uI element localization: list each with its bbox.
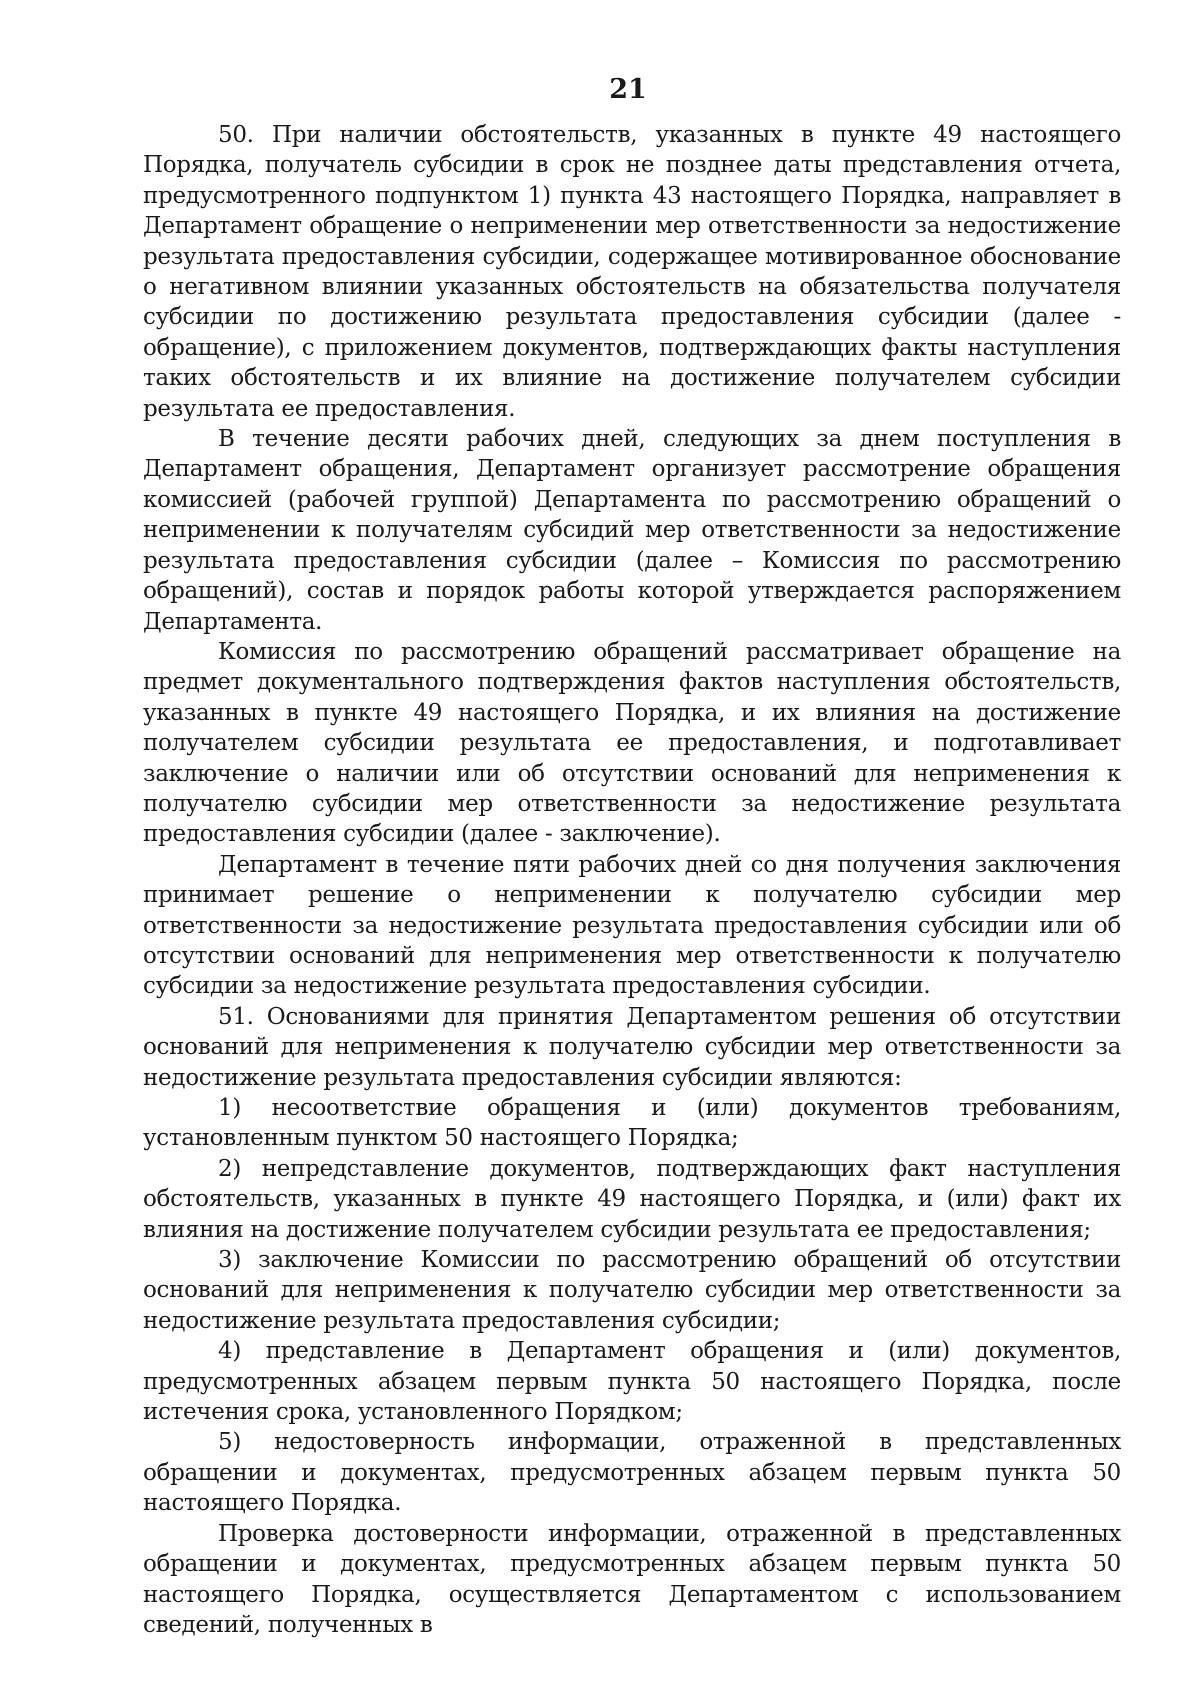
list-item-1: 1) несоответствие обращения и (или) документов требованиям, установленным пунктом 50 настоящего Порядка; xyxy=(143,1095,1121,1152)
list-item-2: 2) непредставление документов, подтверждающих факт наступления обстоятельств, указанных в пункте 49 настоящего Порядка, и (или) факт их влияния на достижение получателем субсидии результата ее предоставления; xyxy=(143,1155,1121,1243)
list-item-4: 4) представление в Департамент обращения и (или) документов, предусмотренных абзацем первым пункта 50 настоящего Порядка, после истечения срока, установленного Порядком; xyxy=(143,1338,1121,1426)
paragraph-50-main: 50. При наличии обстоятельств, указанных в пункте 49 настоящего Порядка, получатель субсидии в срок не позднее даты представления отчета, предусмотренного подпунктом 1) пункта 43 настоящего Порядка, направляет в Департамент обращение о неприменении мер ответственности за недостижение результата предоставления субсидии, содержащее мотивированное обоснование о негативном влиянии указанных обстоятельств на обязательства получателя субсидии по достижению результата предоставления субсидии (далее - обращение), с приложением документов, подтверждающих факты наступления таких обстоятельств и их влияние на достижение получателем субсидии результата ее предоставления. xyxy=(143,122,1121,422)
page-number: 21 xyxy=(609,74,647,105)
paragraph-commission-review: В течение десяти рабочих дней, следующих за днем поступления в Департамент обращения, Департамент организует рассмотрение обращения комиссией (рабочей группой) Департамента по рассмотрению обращений о неприменении к получателям субсидий мер ответственности за недостижение результата предоставления субсидии (далее – Комиссия по рассмотрению обращений), состав и порядок работы которой утверждается распоряжением Департамента. xyxy=(143,426,1121,635)
paragraph-51-grounds: 51. Основаниями для принятия Департаментом решения об отсутствии оснований для неприменения к получателю субсидии мер ответственности за недостижение результата предоставления субсидии являются: xyxy=(143,1003,1121,1091)
paragraph-commission-conclusion: Комиссия по рассмотрению обращений рассматривает обращение на предмет документального подтверждения фактов наступления обстоятельств, указанных в пункте 49 настоящего Порядка, и их влияния на достижение получателем субсидии результата ее предоставления, и подготавливает заключение о наличии или об отсутствии оснований для неприменения к получателю субсидии мер ответственности за недостижение результата предоставления субсидии (далее - заключение). xyxy=(143,638,1121,848)
document-body xyxy=(143,120,1121,1640)
paragraph-department-decision: Департамент в течение пяти рабочих дней со дня получения заключения принимает решение о неприменении к получателю субсидии мер ответственности за недостижение результата предоставления субсидии или об отсутствии оснований для неприменения мер ответственности к получателю субсидии за недостижение результата предоставления субсидии. xyxy=(143,851,1121,1000)
list-item-3: 3) заключение Комиссии по рассмотрению обращений об отсутствии оснований для неприменения к получателю субсидии мер ответственности за недостижение результата предоставления субсидии; xyxy=(143,1247,1121,1334)
list-item-5: 5) недостоверность информации, отраженной в представленных обращении и документах, предусмотренных абзацем первым пункта 50 настоящего Порядка. xyxy=(143,1429,1121,1517)
paragraph-verification: Проверка достоверности информации, отраженной в представленных обращении и документах, предусмотренных абзацем первым пункта 50 настоящего Порядка, осуществляется Департаментом с использованием сведений, полученных в xyxy=(143,1520,1121,1638)
